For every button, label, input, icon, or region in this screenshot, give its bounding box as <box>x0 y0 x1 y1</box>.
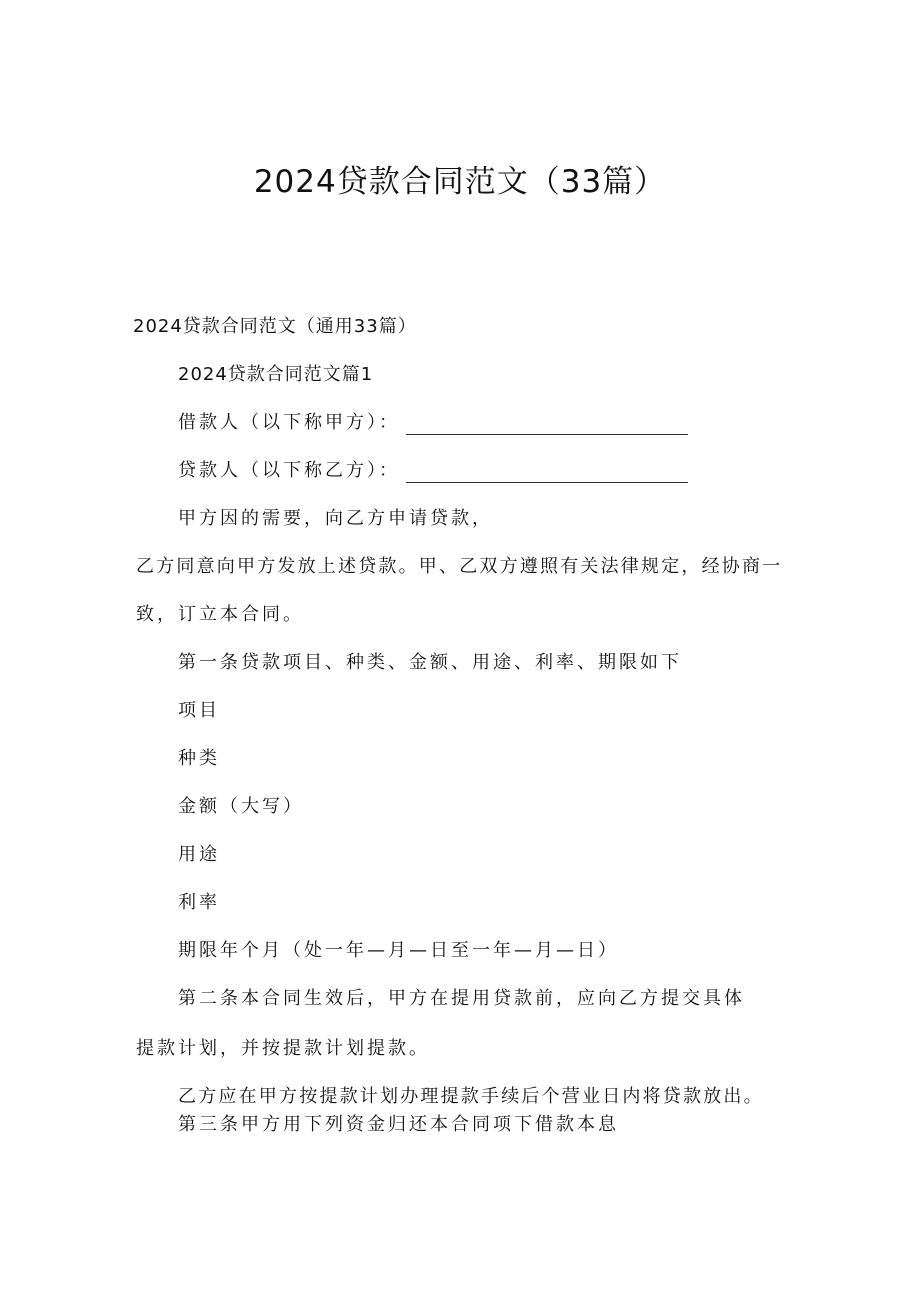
paragraph-line: 致，订立本合同。 <box>136 604 304 625</box>
list-item: 期限年个月（处一年—月—日至一年—月—日） <box>178 940 619 961</box>
list-item: 项目 <box>178 700 220 721</box>
clause-heading: 第三条甲方用下列资金归还本合同项下借款本息 <box>178 1114 619 1135</box>
lender-line <box>178 459 688 483</box>
lender-blank <box>406 467 688 483</box>
paragraph-line: 甲方因的需要，向乙方申请贷款， <box>178 508 493 529</box>
list-item: 金额（大写） <box>178 796 304 817</box>
list-item: 用途 <box>178 844 220 865</box>
subtitle-line: 2024贷款合同范文（通用33篇） <box>133 316 417 337</box>
list-item: 利率 <box>178 892 220 913</box>
clause-heading: 第二条本合同生效后，甲方在提用贷款前，应向乙方提交具体 <box>178 988 745 1009</box>
borrower-blank <box>406 419 688 435</box>
clause-heading: 第一条贷款项目、种类、金额、用途、利率、期限如下 <box>178 652 682 673</box>
borrower-line <box>178 411 688 435</box>
borrower-label: 借款人（以下称甲方）： <box>178 412 400 433</box>
paragraph-line: 乙方应在甲方按提款计划办理提款手续后个营业日内将贷款放出。 <box>178 1086 764 1107</box>
section-heading: 2024贷款合同范文篇1 <box>178 364 374 385</box>
paragraph-line: 提款计划，并按提款计划提款。 <box>136 1038 430 1059</box>
document-title: 2024贷款合同范文（33篇） <box>253 164 667 200</box>
paragraph-line: 乙方同意向甲方发放上述贷款。甲、乙双方遵照有关法律规定，经协商一 <box>136 556 783 577</box>
list-item: 种类 <box>178 748 220 769</box>
lender-label: 贷款人（以下称乙方）： <box>178 460 400 481</box>
